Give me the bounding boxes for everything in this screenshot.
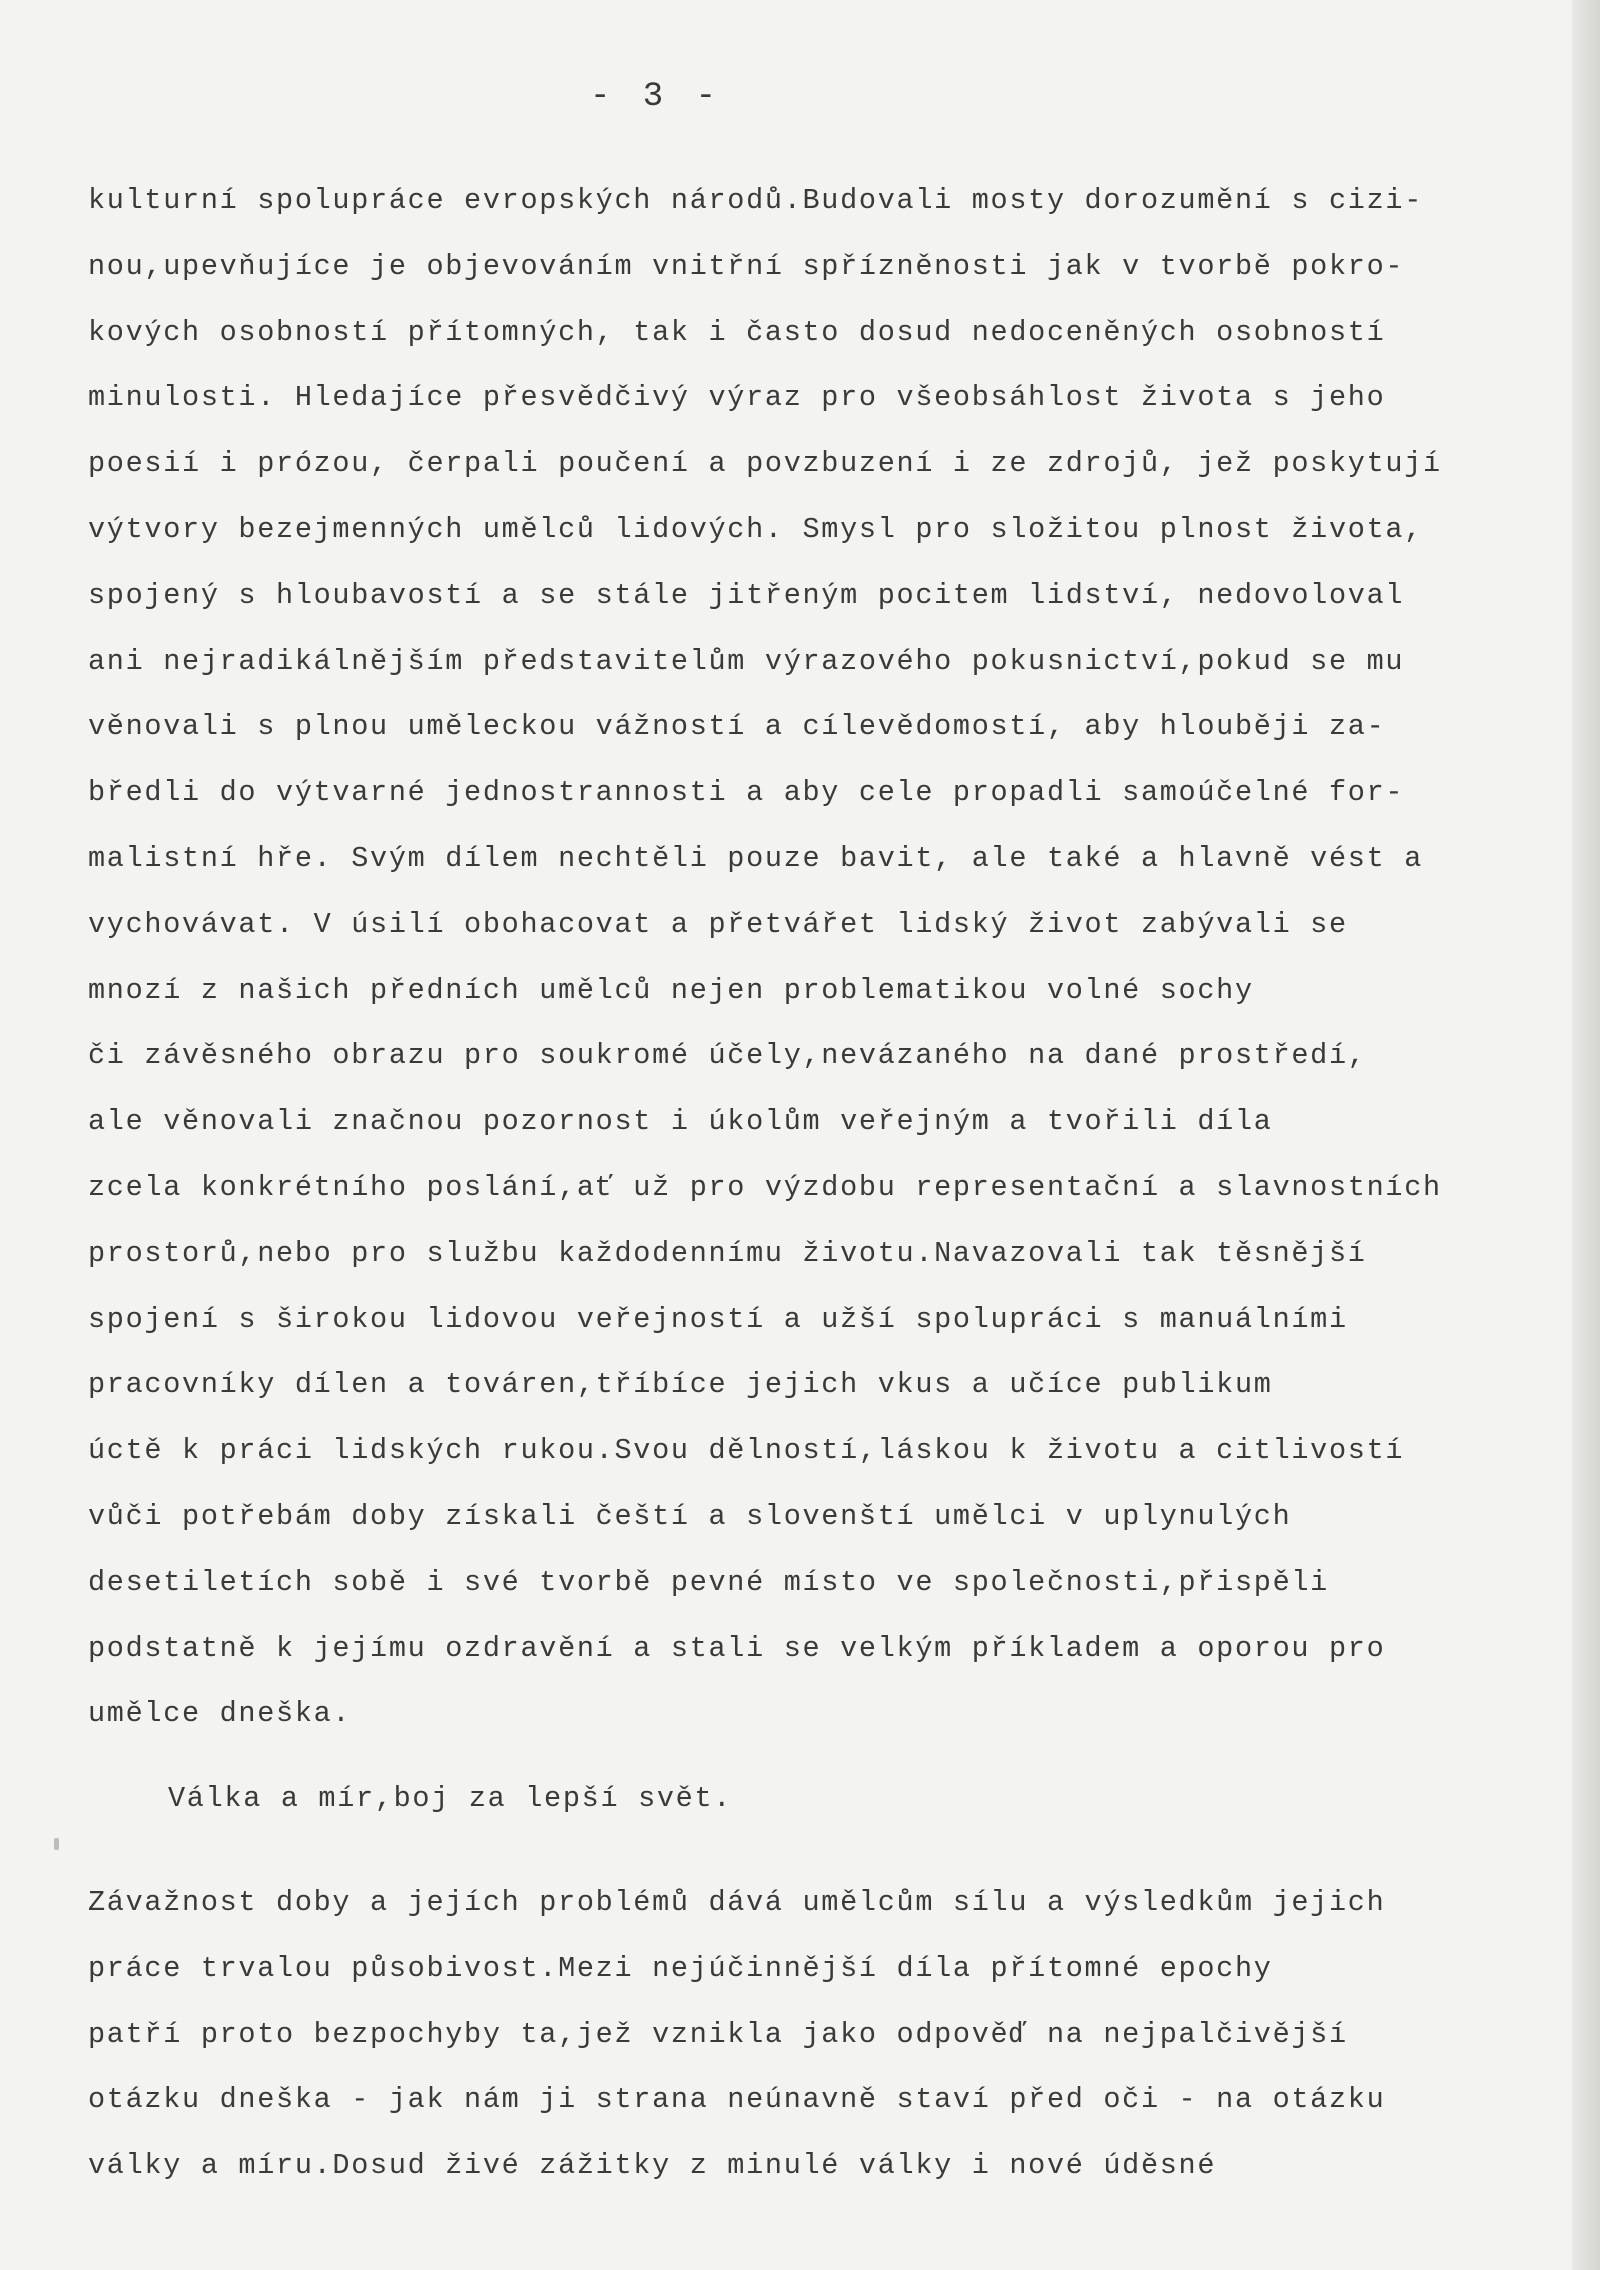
text-line: výtvory bezejmenných umělců lidových. Smysl pro složitou plnost života, [88, 512, 1423, 546]
text-line: desetiletích sobě i své tvorbě pevné místo ve společnosti,přispěli [88, 1565, 1329, 1599]
text-line: kulturní spolupráce evropských národů.Budovali mosty dorozumění s cizi- [88, 184, 1423, 217]
text-line: malistní hře. Svým dílem nechtěli pouze bavit, ale také a hlavně vést a [88, 841, 1423, 875]
text-line: poesií i prózou, čerpali poučení a povzbuzení i ze zdrojů, jež poskytují [88, 447, 1442, 481]
text-line: vychovávat. V úsilí obohacovat a přetvářet lidský život zabývali se [88, 907, 1348, 941]
text-line: pracovníky dílen a továren,tříbíce jejich vkus a učíce publikum [88, 1368, 1273, 1402]
text-line: Závažnost doby a jejích problémů dává umělcům sílu a výsledkům jejich [88, 1886, 1386, 1919]
paper-speck [54, 1838, 59, 1850]
text-line: prostorů,nebo pro službu každodennímu životu.Navazovali tak těsnější [88, 1236, 1367, 1270]
page-edge-shadow [1572, 0, 1600, 2270]
body-paragraph [88, 168, 1508, 1747]
text-line: práce trvalou působivost.Mezi nejúčinnější díla přítomné epochy [88, 1951, 1273, 1985]
section-paragraph [88, 1870, 1508, 2199]
text-line: ale věnovali značnou pozornost i úkolům veřejným a tvořili díla [88, 1105, 1273, 1139]
text-line: války a míru.Dosud živé zážitky z minulé války i nové úděsné [88, 2149, 1217, 2183]
text-line: kových osobností přítomných, tak i často dosud nedoceněných osobností [88, 315, 1386, 349]
text-line: či závěsného obrazu pro soukromé účely,nevázaného na dané prostředí, [88, 1039, 1367, 1073]
text-line: otázku dneška - jak nám ji strana neúnavně staví před oči - na otázku [88, 2083, 1386, 2117]
text-line: spojený s hloubavostí a se stále jitřeným pocitem lidství, nedovoloval [88, 578, 1405, 612]
text-line: nou,upevňujíce je objevováním vnitřní spřízněnosti jak v tvorbě pokro- [88, 249, 1405, 283]
text-line: podstatně k jejímu ozdravění a stali se velkým příkladem a oporou pro [88, 1631, 1386, 1665]
text-line: bředli do výtvarné jednostrannosti a aby cele propadli samoúčelné for- [88, 776, 1405, 810]
section-heading: Válka a mír,boj za lepší svět. [168, 1782, 733, 1815]
text-line: věnovali s plnou uměleckou vážností a cílevědomostí, aby hlouběji za- [88, 710, 1386, 744]
text-line: úctě k práci lidských rukou.Svou dělností,láskou k životu a citlivostí [88, 1434, 1405, 1468]
page-number: - 3 - [590, 78, 723, 116]
text-line: ani nejradikálnějším představitelům výrazového pokusnictví,pokud se mu [88, 644, 1405, 678]
text-line: vůči potřebám doby získali čeští a slovenští umělci v uplynulých [88, 1499, 1292, 1533]
text-line: spojení s širokou lidovou veřejností a užší spolupráci s manuálními [88, 1302, 1348, 1336]
text-line: umělce dneška. [88, 1697, 352, 1731]
text-line: patří proto bezpochyby ta,jež vznikla jako odpověď na nejpalčivější [88, 2017, 1348, 2051]
text-line: minulosti. Hledajíce přesvědčivý výraz pro všeobsáhlost života s jeho [88, 381, 1386, 415]
text-line: zcela konkrétního poslání,ať už pro výzdobu representační a slavnostních [88, 1170, 1442, 1204]
text-line: mnozí z našich předních umělců nejen problematikou volné sochy [88, 973, 1254, 1007]
